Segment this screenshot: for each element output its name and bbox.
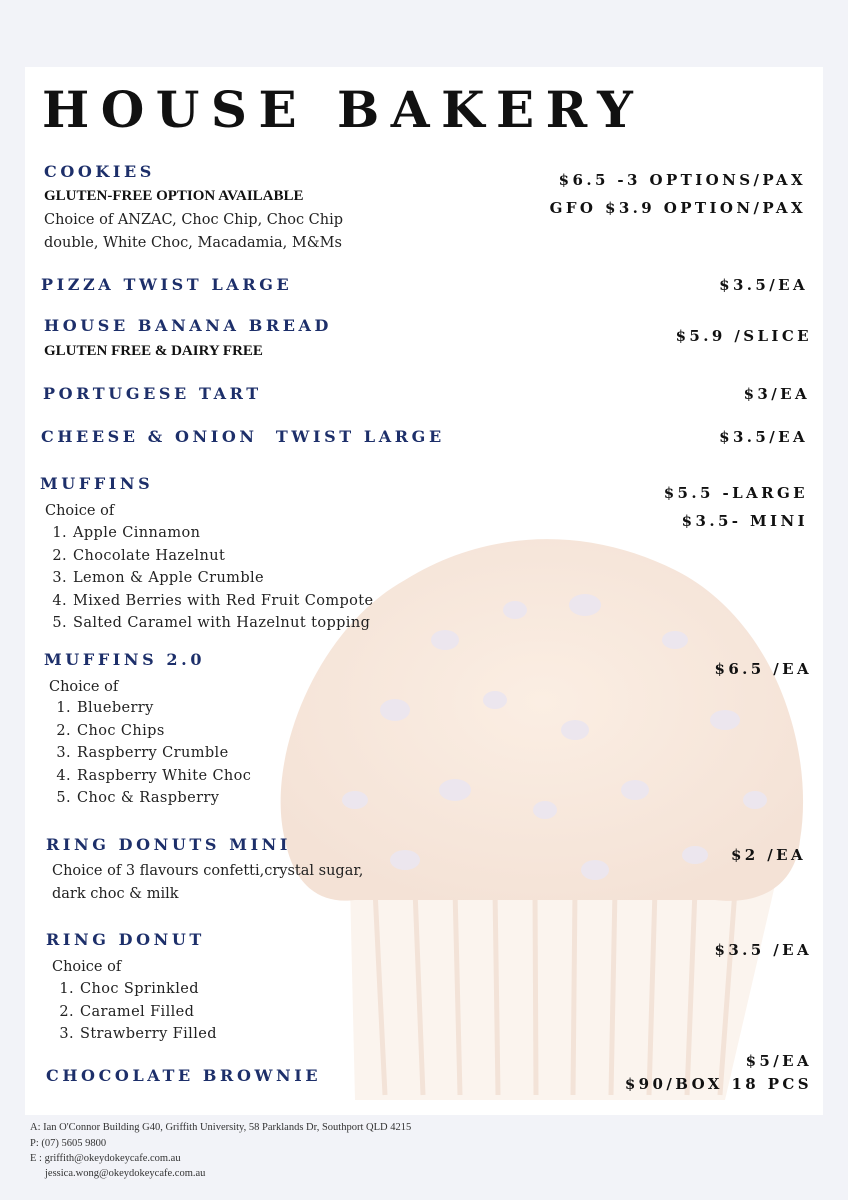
footer-phone: P: (07) 5605 9800 bbox=[30, 1138, 107, 1149]
banana-bread-price: $5.9 /SLICE bbox=[675, 327, 812, 345]
banana-bread-heading: HOUSE BANANA BREAD bbox=[44, 316, 333, 335]
footer-email-2[interactable]: jessica.wong@okeydokeycafe.com.au bbox=[45, 1168, 206, 1179]
muffins-2-choice-intro: Choice of bbox=[49, 679, 119, 695]
muffins-2-option: 1. Blueberry bbox=[76, 697, 251, 720]
ring-donut-choice-intro: Choice of bbox=[52, 959, 122, 975]
muffins-heading: MUFFINS bbox=[40, 474, 154, 493]
muffins-option: 5. Salted Caramel with Hazelnut topping bbox=[72, 612, 374, 635]
page-title: HOUSE BAKERY bbox=[42, 80, 645, 139]
cheese-onion-heading: CHEESE & ONION TWIST LARGE bbox=[41, 427, 445, 446]
muffins-option: 1. Apple Cinnamon bbox=[72, 522, 374, 545]
portugese-tart-price: $3/EA bbox=[743, 385, 810, 403]
cheese-onion-price: $3.5/EA bbox=[719, 428, 808, 446]
ring-donut-option: 2. Caramel Filled bbox=[79, 1001, 217, 1024]
ring-donuts-mini-price: $2 /EA bbox=[730, 846, 806, 864]
ring-donut-option: 1. Choc Sprinkled bbox=[79, 978, 217, 1001]
muffins-option: 2. Chocolate Hazelnut bbox=[72, 545, 374, 568]
muffins-mini-price: $3.5- MINI bbox=[681, 512, 808, 530]
cookies-heading: COOKIES bbox=[44, 162, 155, 181]
brownie-box-price: $90/BOX 18 PCS bbox=[624, 1075, 812, 1093]
muffins-2-option: 2. Choc Chips bbox=[76, 720, 251, 743]
pizza-twist-price: $3.5/EA bbox=[719, 276, 808, 294]
banana-bread-note: GLUTEN FREE & DAIRY FREE bbox=[44, 343, 263, 359]
footer-address: A: Ian O'Connor Building G40, Griffith University, 58 Parklands Dr, Southport QLD 4215 bbox=[30, 1122, 412, 1133]
cookies-gfo-price: GFO $3.9 OPTION/PAX bbox=[549, 199, 806, 217]
ring-donut-options-list bbox=[51, 978, 217, 1046]
ring-donut-option: 3. Strawberry Filled bbox=[79, 1023, 217, 1046]
muffins-choice-intro: Choice of bbox=[45, 503, 115, 519]
footer-email-1[interactable]: E : griffith@okeydokeycafe.com.au bbox=[30, 1153, 181, 1164]
muffins-large-price: $5.5 -LARGE bbox=[663, 484, 808, 502]
pizza-twist-heading: PIZZA TWIST LARGE bbox=[41, 275, 293, 294]
cookies-description-line-1: Choice of ANZAC, Choc Chip, Choc Chip bbox=[44, 212, 344, 228]
ring-donut-heading: RING DONUT bbox=[46, 930, 205, 949]
cookies-price: $6.5 -3 OPTIONS/PAX bbox=[558, 171, 806, 189]
muffins-option: 4. Mixed Berries with Red Fruit Compote bbox=[72, 590, 374, 613]
portugese-tart-heading: PORTUGESE TART bbox=[43, 384, 262, 403]
ring-donut-price: $3.5 /EA bbox=[714, 941, 812, 959]
chocolate-brownie-heading: CHOCOLATE BROWNIE bbox=[46, 1066, 322, 1085]
cookies-gluten-note: GLUTEN-FREE OPTION AVAILABLE bbox=[44, 188, 304, 204]
ring-donuts-mini-description-line-2: dark choc & milk bbox=[52, 886, 179, 902]
brownie-each-price: $5/EA bbox=[745, 1052, 812, 1070]
ring-donuts-mini-description-line-1: Choice of 3 flavours confetti,crystal sugar, bbox=[52, 863, 364, 879]
muffins-2-option: 5. Choc & Raspberry bbox=[76, 787, 251, 810]
muffins-2-option: 3. Raspberry Crumble bbox=[76, 742, 251, 765]
muffins-option: 3. Lemon & Apple Crumble bbox=[72, 567, 374, 590]
muffins-2-heading: MUFFINS 2.0 bbox=[44, 650, 206, 669]
muffins-2-options-list bbox=[48, 697, 251, 810]
muffins-2-option: 4. Raspberry White Choc bbox=[76, 765, 251, 788]
cookies-description-line-2: double, White Choc, Macadamia, M&Ms bbox=[44, 235, 342, 251]
muffins-2-price: $6.5 /EA bbox=[714, 660, 812, 678]
muffins-options-list bbox=[44, 522, 374, 635]
ring-donuts-mini-heading: RING DONUTS MINI bbox=[46, 835, 291, 854]
